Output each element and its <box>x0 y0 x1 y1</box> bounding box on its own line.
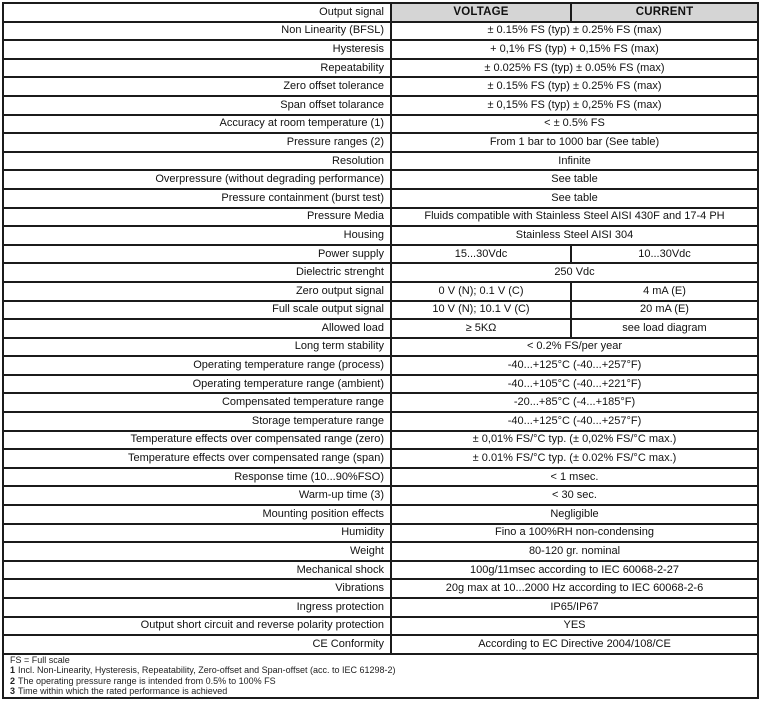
table-row <box>3 115 758 134</box>
table-header-row <box>3 3 758 22</box>
table-row <box>3 486 758 505</box>
table-row <box>3 77 758 96</box>
row-value: < 30 sec. <box>391 486 758 505</box>
row-label: Humidity <box>3 524 391 543</box>
row-label: Zero offset tolerance <box>3 77 391 96</box>
footnote-number: 3 <box>10 686 16 697</box>
table-row <box>3 393 758 412</box>
row-value: < 0.2% FS/per year <box>391 338 758 357</box>
row-label: Ingress protection <box>3 598 391 617</box>
row-label: Vibrations <box>3 579 391 598</box>
table-row <box>3 449 758 468</box>
footnote-text: FS = Full scale <box>10 654 70 665</box>
row-label: Operating temperature range (process) <box>3 356 391 375</box>
table-row <box>3 579 758 598</box>
table-row <box>3 40 758 59</box>
footnotes-block <box>3 654 758 698</box>
row-value: 80-120 gr. nominal <box>391 542 758 561</box>
table-row <box>3 96 758 115</box>
row-label: Power supply <box>3 245 391 264</box>
footnote-line <box>10 655 751 666</box>
row-label: Temperature effects over compensated range (span) <box>3 449 391 468</box>
row-value: -20...+85°C (-4...+185°F) <box>391 393 758 412</box>
footnote-text: Incl. Non-Linearity, Hysteresis, Repeatability, Zero-offset and Span-offset (acc. to IEC 61298-2) <box>18 665 396 676</box>
row-label: Temperature effects over compensated range (zero) <box>3 431 391 450</box>
table-row <box>3 412 758 431</box>
row-label: Housing <box>3 226 391 245</box>
table-row <box>3 189 758 208</box>
row-value: ± 0.15% FS (typ) ± 0.25% FS (max) <box>391 22 758 41</box>
table-row <box>3 208 758 227</box>
row-label: Storage temperature range <box>3 412 391 431</box>
row-label: Output short circuit and reverse polarity protection <box>3 617 391 636</box>
row-value: According to EC Directive 2004/108/CE <box>391 635 758 654</box>
footnote-number: 2 <box>10 675 16 686</box>
row-value: < ± 0.5% FS <box>391 115 758 134</box>
footnote-text: Time within which the rated performance is achieved <box>18 686 228 697</box>
row-value: Fino a 100%RH non-condensing <box>391 524 758 543</box>
row-label: Pressure ranges (2) <box>3 133 391 152</box>
row-label: Mechanical shock <box>3 561 391 580</box>
spec-sheet <box>2 2 757 699</box>
row-label: CE Conformity <box>3 635 391 654</box>
table-row <box>3 282 758 301</box>
table-row <box>3 598 758 617</box>
row-value: -40...+105°C (-40...+221°F) <box>391 375 758 394</box>
row-value-voltage: ≥ 5KΩ <box>391 319 571 338</box>
row-label: Span offset tolarance <box>3 96 391 115</box>
row-value: ± 0.025% FS (typ) ± 0.05% FS (max) <box>391 59 758 78</box>
row-label: Overpressure (without degrading performance) <box>3 170 391 189</box>
row-value-current: 20 mA (E) <box>571 301 758 320</box>
table-row <box>3 226 758 245</box>
row-label: Compensated temperature range <box>3 393 391 412</box>
row-value-current: 4 mA (E) <box>571 282 758 301</box>
row-value: IP65/IP67 <box>391 598 758 617</box>
header-output-signal-label: Output signal <box>3 3 391 22</box>
row-label: Repeatability <box>3 59 391 78</box>
footnote-line <box>10 676 751 687</box>
column-header-current: CURRENT <box>571 3 758 22</box>
row-value: < 1 msec. <box>391 468 758 487</box>
row-label: Hysteresis <box>3 40 391 59</box>
row-value: Fluids compatible with Stainless Steel AISI 430F and 17-4 PH <box>391 208 758 227</box>
table-row <box>3 524 758 543</box>
row-value: -40...+125°C (-40...+257°F) <box>391 356 758 375</box>
table-row <box>3 338 758 357</box>
row-value: See table <box>391 189 758 208</box>
table-row <box>3 431 758 450</box>
row-value: 250 Vdc <box>391 263 758 282</box>
column-header-voltage: VOLTAGE <box>391 3 571 22</box>
row-value: -40...+125°C (-40...+257°F) <box>391 412 758 431</box>
table-row <box>3 356 758 375</box>
row-value-current: see load diagram <box>571 319 758 338</box>
spec-table <box>2 2 759 699</box>
table-row <box>3 22 758 41</box>
row-value: + 0,1% FS (typ) + 0,15% FS (max) <box>391 40 758 59</box>
table-row <box>3 59 758 78</box>
row-value-voltage: 15...30Vdc <box>391 245 571 264</box>
row-value: YES <box>391 617 758 636</box>
row-value: Infinite <box>391 152 758 171</box>
row-value: 100g/11msec according to IEC 60068-2-27 <box>391 561 758 580</box>
footnote-line <box>10 665 751 676</box>
row-label: Weight <box>3 542 391 561</box>
row-value: 20g max at 10...2000 Hz according to IEC 60068-2-6 <box>391 579 758 598</box>
row-value: ± 0,15% FS (typ) ± 0,25% FS (max) <box>391 96 758 115</box>
footnote-text: The operating pressure range is intended from 0.5% to 100% FS <box>18 675 276 686</box>
table-row <box>3 301 758 320</box>
row-label: Non Linearity (BFSL) <box>3 22 391 41</box>
row-value: Stainless Steel AISI 304 <box>391 226 758 245</box>
table-row <box>3 319 758 338</box>
row-label: Pressure containment (burst test) <box>3 189 391 208</box>
row-value-current: 10...30Vdc <box>571 245 758 264</box>
row-label: Mounting position effects <box>3 505 391 524</box>
row-label: Operating temperature range (ambient) <box>3 375 391 394</box>
row-value-voltage: 10 V (N); 10.1 V (C) <box>391 301 571 320</box>
table-row <box>3 505 758 524</box>
row-label: Resolution <box>3 152 391 171</box>
table-row <box>3 468 758 487</box>
footnote-number: 1 <box>10 665 16 676</box>
row-value: Negligible <box>391 505 758 524</box>
row-value: ± 0,01% FS/°C typ. (± 0,02% FS/°C max.) <box>391 431 758 450</box>
table-row <box>3 245 758 264</box>
table-row <box>3 133 758 152</box>
row-value: From 1 bar to 1000 bar (See table) <box>391 133 758 152</box>
row-label: Full scale output signal <box>3 301 391 320</box>
row-label: Zero output signal <box>3 282 391 301</box>
row-label: Pressure Media <box>3 208 391 227</box>
row-value: See table <box>391 170 758 189</box>
row-label: Allowed load <box>3 319 391 338</box>
row-value-voltage: 0 V (N); 0.1 V (C) <box>391 282 571 301</box>
row-label: Response time (10...90%FSO) <box>3 468 391 487</box>
row-label: Long term stability <box>3 338 391 357</box>
table-row <box>3 152 758 171</box>
table-row <box>3 617 758 636</box>
footnotes-row <box>3 654 758 698</box>
row-value: ± 0.15% FS (typ) ± 0.25% FS (max) <box>391 77 758 96</box>
table-row <box>3 170 758 189</box>
table-row <box>3 542 758 561</box>
table-row <box>3 375 758 394</box>
table-row <box>3 635 758 654</box>
row-label: Accuracy at room temperature (1) <box>3 115 391 134</box>
row-label: Dielectric strenght <box>3 263 391 282</box>
row-value: ± 0.01% FS/°C typ. (± 0.02% FS/°C max.) <box>391 449 758 468</box>
row-label: Warm-up time (3) <box>3 486 391 505</box>
table-row <box>3 561 758 580</box>
table-row <box>3 263 758 282</box>
footnote-line <box>10 686 751 697</box>
